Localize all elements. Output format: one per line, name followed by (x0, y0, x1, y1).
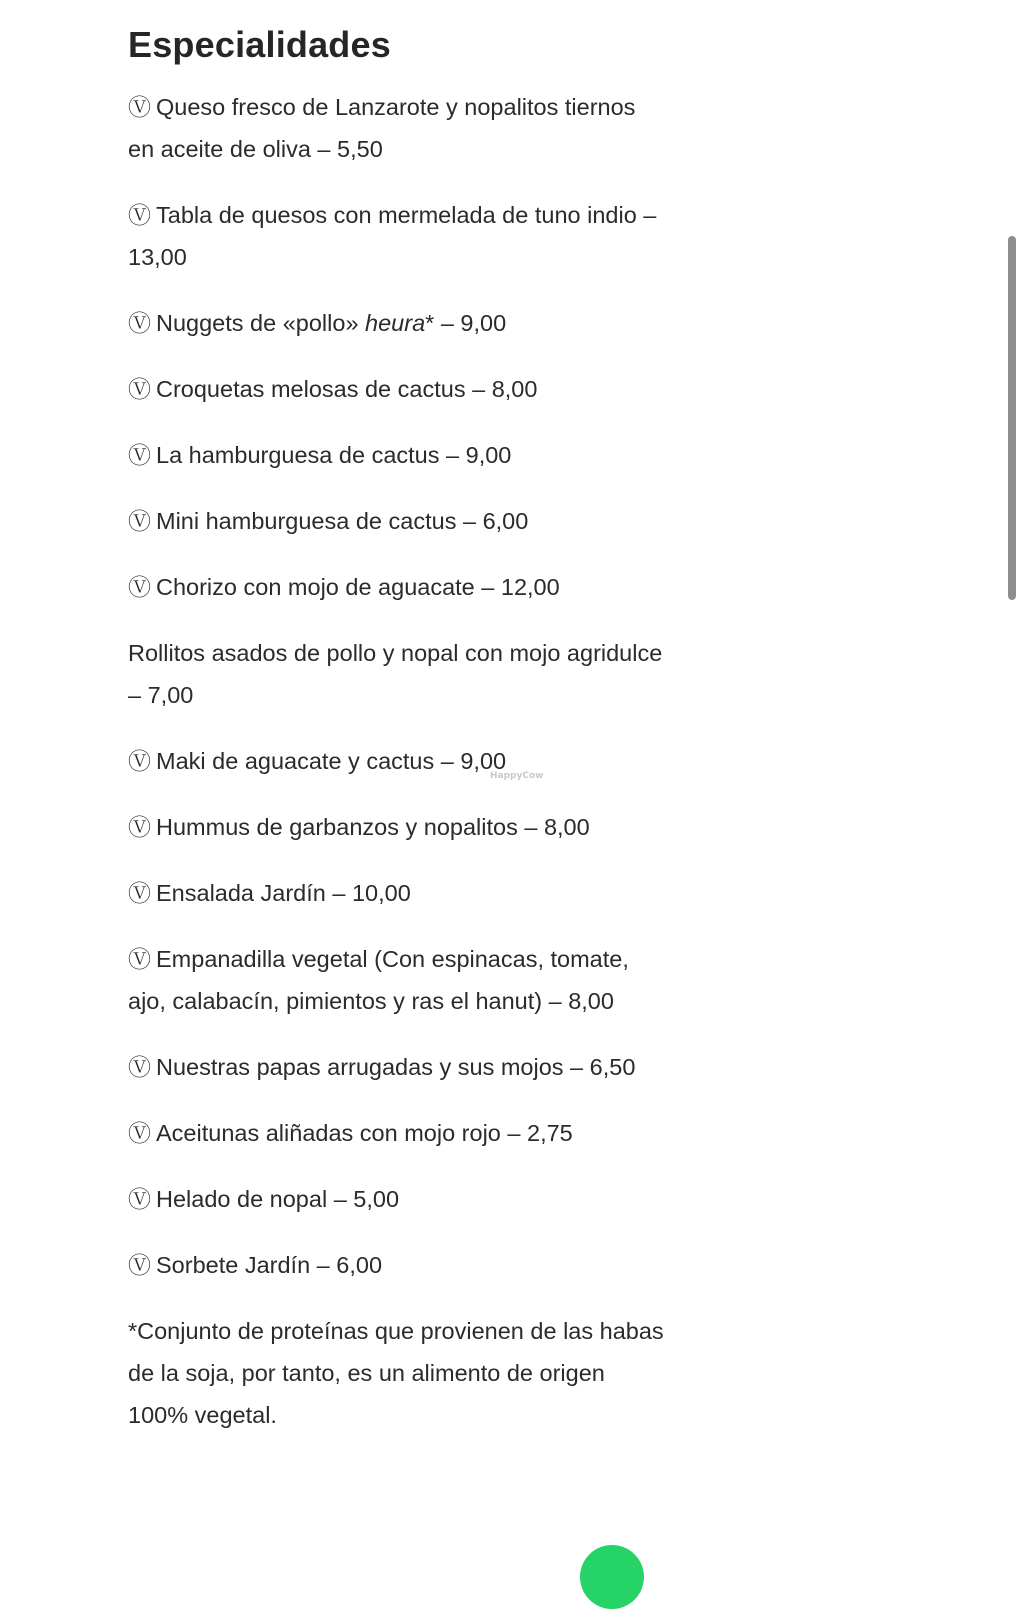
menu-item-text: Helado de nopal – 5,00 (156, 1186, 400, 1212)
vegan-icon: Ⓥ (128, 946, 151, 972)
vegan-icon: Ⓥ (128, 1252, 151, 1278)
menu-item-text: Mini hamburguesa de cactus – 6,00 (156, 508, 529, 534)
menu-item (128, 368, 668, 410)
menu-item (128, 938, 668, 1022)
menu-item-text: Chorizo con mojo de aguacate – 12,00 (156, 574, 560, 600)
whatsapp-button[interactable] (580, 1545, 644, 1609)
menu-item (128, 302, 668, 344)
menu-item-text: Sorbete Jardín – 6,00 (156, 1252, 383, 1278)
vegan-icon: Ⓥ (128, 814, 151, 840)
vegan-icon: Ⓥ (128, 508, 151, 534)
vegan-icon: Ⓥ (128, 376, 151, 402)
menu-item-text: Tabla de quesos con mermelada de tuno indio – 13,00 (128, 202, 657, 270)
vegan-icon: Ⓥ (128, 574, 151, 600)
vegan-icon: Ⓥ (128, 310, 151, 336)
menu-item-text: Empanadilla vegetal (Con espinacas, tomate, ajo, calabacín, pimientos y ras el hanut) – 8,00 (128, 946, 629, 1014)
vegan-icon: Ⓥ (128, 442, 151, 468)
menu-item-text: * – 9,00 (425, 310, 507, 336)
menu-item (128, 434, 668, 476)
menu-item-text: Queso fresco de Lanzarote y nopalitos tiernos en aceite de oliva – 5,50 (128, 94, 636, 162)
menu-page (128, 0, 668, 1436)
menu-item (128, 1046, 668, 1088)
menu-item-text: Aceitunas aliñadas con mojo rojo – 2,75 (156, 1120, 573, 1146)
menu-item-text: Nuggets de «pollo» (156, 310, 366, 336)
footnote: *Conjunto de proteínas que provienen de las habas de la soja, por tanto, es un alimento de origen 100% vegetal. (128, 1318, 664, 1428)
menu-item (128, 806, 668, 848)
vegan-icon: Ⓥ (128, 1186, 151, 1212)
vegan-icon: Ⓥ (128, 1120, 151, 1146)
watermark-logo: HappyCow (490, 771, 544, 781)
vegan-icon: Ⓥ (128, 1054, 151, 1080)
menu-item-text: Hummus de garbanzos y nopalitos – 8,00 (156, 814, 590, 840)
vegan-icon: Ⓥ (128, 748, 151, 774)
section-title: Especialidades (128, 24, 391, 65)
menu-item (128, 740, 668, 782)
menu-item-text: Nuestras papas arrugadas y sus mojos – 6,50 (156, 1054, 636, 1080)
menu-item-emphasis: heura (365, 310, 426, 336)
scrollbar-thumb[interactable] (1008, 236, 1016, 600)
menu-list (128, 86, 668, 1286)
menu-item (128, 632, 668, 716)
menu-item-text: Croquetas melosas de cactus – 8,00 (156, 376, 538, 402)
vegan-icon: Ⓥ (128, 880, 151, 906)
menu-item (128, 500, 668, 542)
vegan-icon: Ⓥ (128, 202, 151, 228)
menu-item-text: La hamburguesa de cactus – 9,00 (156, 442, 512, 468)
menu-item (128, 566, 668, 608)
scrollbar[interactable] (1000, 0, 1024, 1553)
menu-item (128, 1178, 668, 1220)
menu-item-text: Ensalada Jardín – 10,00 (156, 880, 411, 906)
menu-item (128, 1112, 668, 1154)
menu-item (128, 1244, 668, 1286)
menu-item-text: Rollitos asados de pollo y nopal con mojo agridulce – 7,00 (128, 640, 663, 708)
menu-item (128, 86, 668, 170)
menu-item (128, 194, 668, 278)
vegan-icon: Ⓥ (128, 94, 151, 120)
menu-item (128, 872, 668, 914)
menu-item-text: Maki de aguacate y cactus – 9,00 (156, 748, 507, 774)
